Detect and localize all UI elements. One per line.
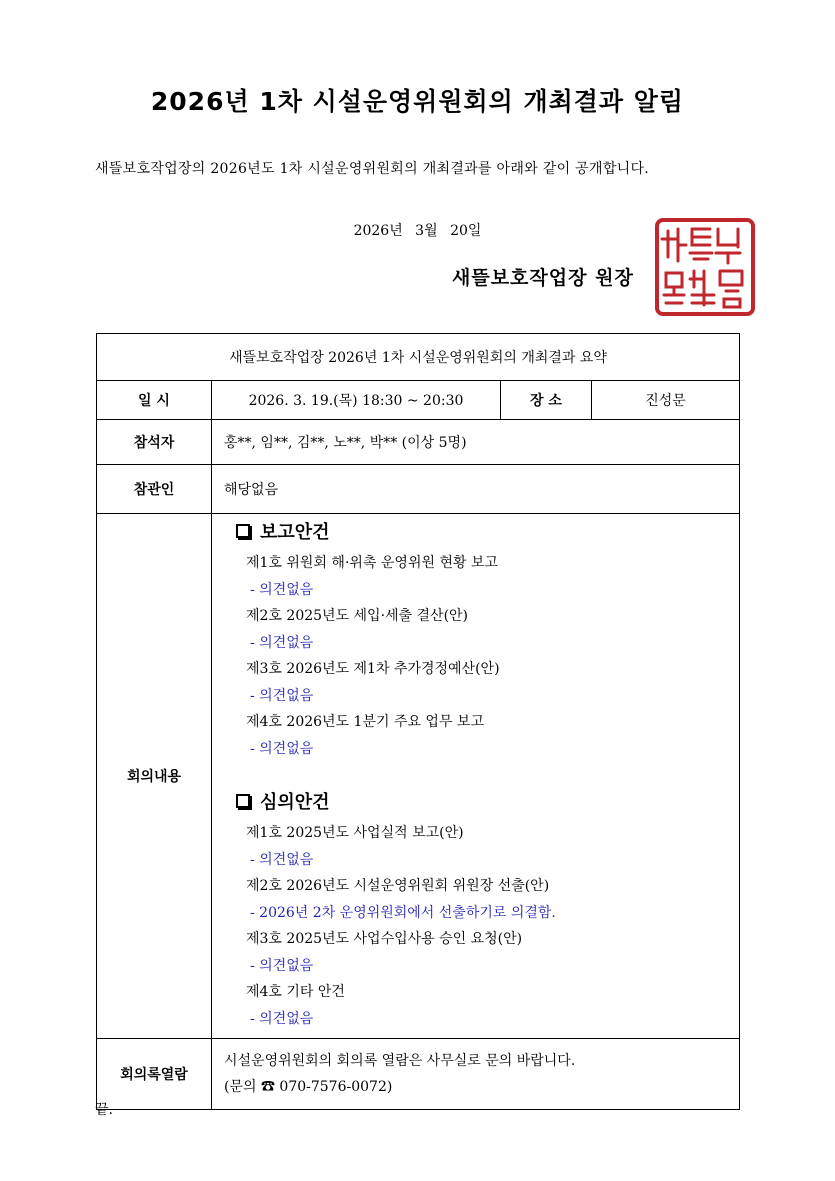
place-label: 장 소 (501, 381, 592, 420)
report-item: 제3호 2026년도 제1차 추가경정예산(안) (246, 661, 500, 677)
report-section-label: 보고안건 (260, 522, 330, 543)
observers-label: 참관인 (97, 465, 212, 514)
report-section-title (236, 518, 739, 544)
content-label: 회의내용 (97, 514, 212, 1039)
deliberation-item: 제3호 2025년도 사업수입사용 승인 요청(안) (246, 931, 523, 947)
deliberation-section-label: 심의안건 (260, 792, 330, 813)
checkbox-square-icon (236, 524, 250, 538)
deliberation-item: 제1호 2025년도 사업실적 보고(안) (246, 825, 464, 841)
meeting-summary-table (96, 333, 740, 1110)
report-item: 제1호 위원회 해·위촉 운영위원 현황 보고 (246, 555, 498, 571)
report-item: 제4호 2026년도 1분기 주요 업무 보고 (246, 714, 484, 730)
report-items-list (236, 550, 739, 762)
place-value: 진성문 (592, 381, 740, 420)
attendees-label: 참석자 (97, 420, 212, 465)
meeting-content (212, 514, 740, 1039)
date-label: 일 시 (97, 381, 212, 420)
attendees-value: 홍**, 임**, 김**, 노**, 박** (이상 5명) (212, 420, 740, 465)
deliberation-opinion: - 의견없음 (250, 957, 314, 974)
deliberation-item: 제2호 2026년도 시설운영위원회 위원장 선출(안) (246, 878, 550, 894)
intro-text: 새뜰보호작업장의 2026년도 1차 시설운영위원회의 개최결과를 아래와 같이 공개합니다. (95, 161, 650, 177)
end-mark: 끝. (95, 1102, 113, 1118)
signer-name: 새뜰보호작업장 원장 (452, 267, 634, 289)
document-title: 2026년 1차 시설운영위원회의 개최결과 알림 (150, 87, 685, 116)
observers-value: 해당없음 (212, 465, 740, 514)
deliberation-items-list (236, 820, 739, 1032)
checkbox-square-icon (236, 794, 250, 808)
deliberation-item: 제4호 기타 안건 (246, 984, 345, 1000)
report-opinion: - 의견없음 (250, 581, 314, 598)
records-contact: (문의 ☎ 070-7576-0072) (224, 1079, 393, 1095)
records-label: 회의록열람 (97, 1039, 212, 1110)
date-value: 2026. 3. 19.(목) 18:30 ~ 20:30 (212, 381, 501, 420)
report-opinion: - 의견없음 (250, 634, 314, 651)
report-opinion: - 의견없음 (250, 740, 314, 757)
deliberation-opinion: - 의견없음 (250, 851, 314, 868)
report-opinion: - 의견없음 (250, 687, 314, 704)
table-header: 새뜰보호작업장 2026년 1차 시설운영위원회의 개최결과 요약 (97, 334, 740, 381)
deliberation-opinion: - 2026년 2차 운영위원회에서 선출하기로 의결함. (250, 904, 556, 921)
records-line: 시설운영위원회의 회의록 열람은 사무실로 문의 바랍니다. (224, 1053, 576, 1069)
deliberation-section-title (236, 788, 739, 814)
announcement-date: 2026년 3월 20일 (353, 223, 482, 239)
records-info (212, 1039, 740, 1110)
official-seal-stamp (654, 217, 756, 317)
deliberation-opinion: - 의견없음 (250, 1010, 314, 1027)
report-item: 제2호 2025년도 세입·세출 결산(안) (246, 608, 469, 624)
